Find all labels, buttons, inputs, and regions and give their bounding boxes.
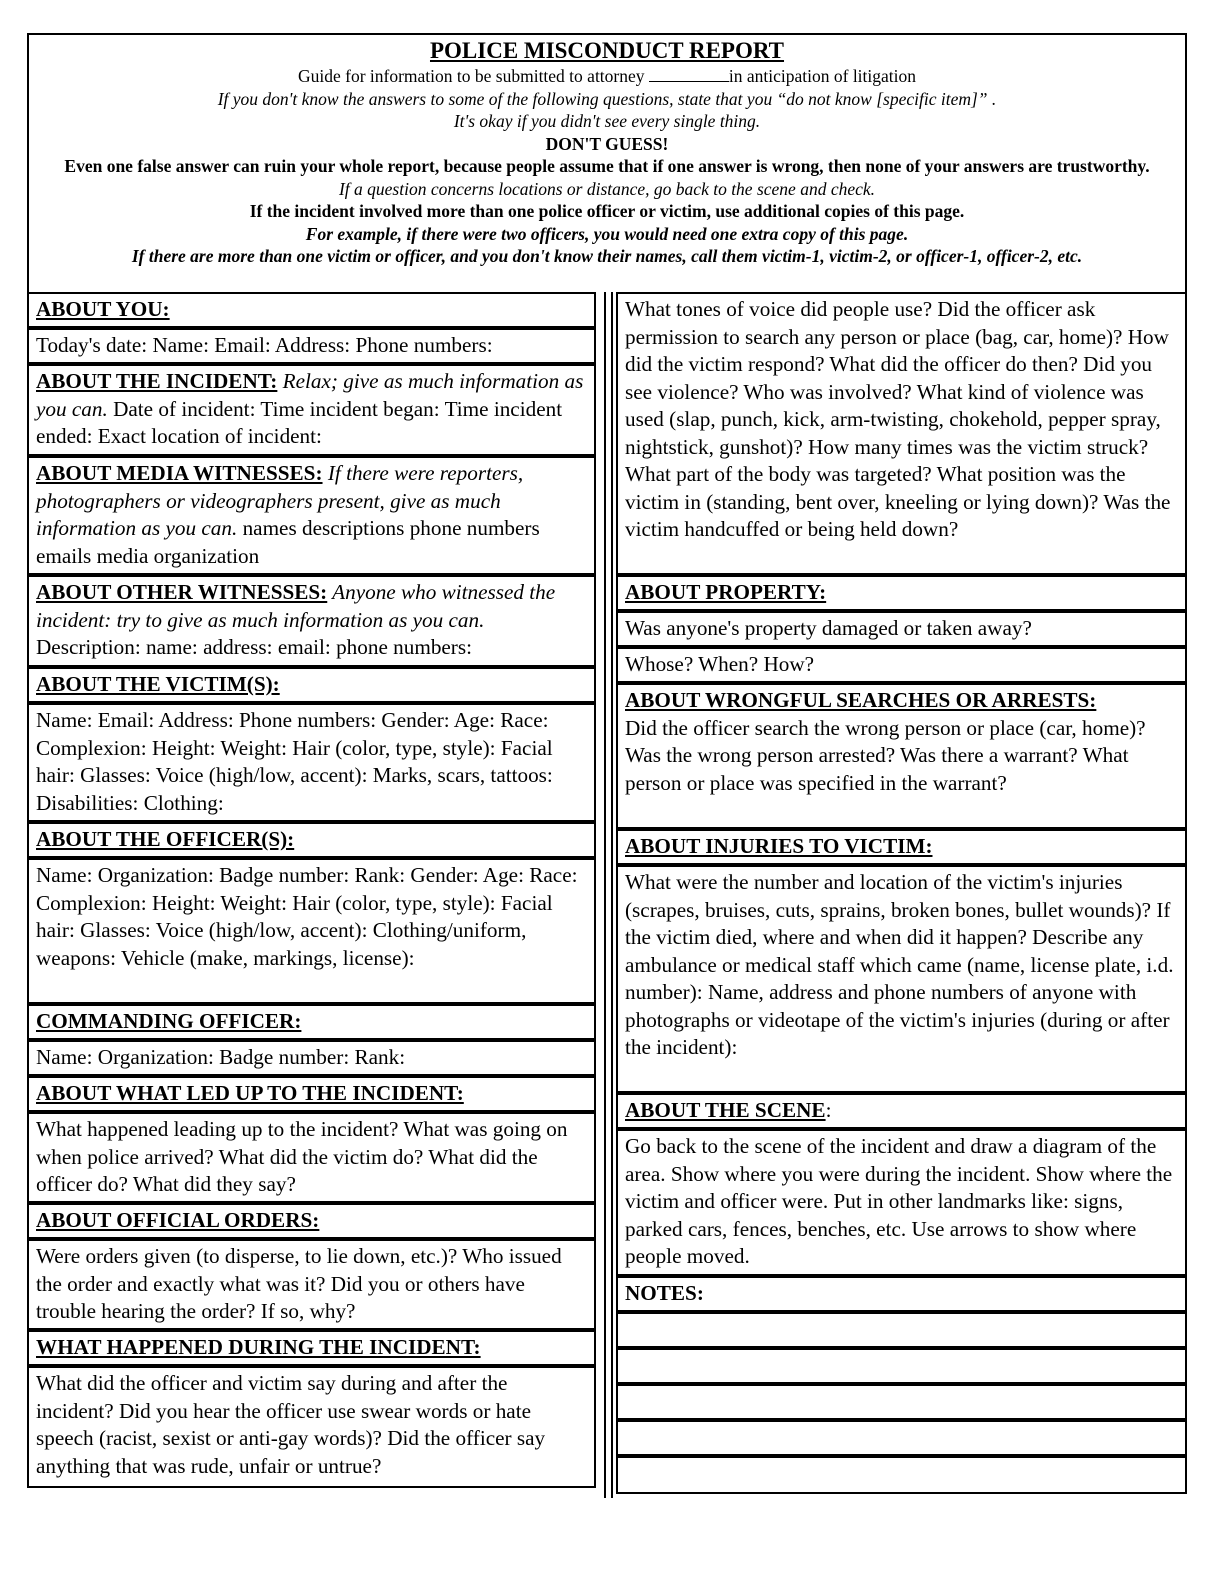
other-witnesses-text: Description: name: address: email: phone numbers: xyxy=(36,635,472,659)
orders-heading-box xyxy=(27,1203,596,1239)
property-q2: Whose? When? How? xyxy=(625,652,815,676)
notes-line-3[interactable] xyxy=(616,1384,1187,1420)
scene-fields[interactable] xyxy=(616,1129,1187,1276)
commanding-text: Name: Organization: Badge number: Rank: xyxy=(36,1045,406,1069)
violence-questions[interactable] xyxy=(616,292,1187,575)
violence-text: What tones of voice did people use? Did the officer ask permission to search any person or place (bag, car, home)? How did the victim respond? What did the officer do then? Did you see violence? Who was involved? What kind of violence was used (slap, punch, kick, arm-twisting, chokehold, pepper spray, nightstick, gunshot)? How many times was the victim struck? What part of the body was targeted? What position was the victim in (standing, bent over, kneeling or lying down)? Was the victim handcuffed or being held down? xyxy=(625,297,1171,541)
scene-heading-box xyxy=(616,1093,1187,1129)
during-heading: WHAT HAPPENED DURING THE INCIDENT: xyxy=(36,1335,481,1359)
injuries-fields[interactable] xyxy=(616,865,1187,1093)
property-damage-field[interactable] xyxy=(616,611,1187,647)
other-witnesses-section[interactable] xyxy=(27,575,596,667)
during-text: What did the officer and victim say during and after the incident? Did you hear the officer use swear words or hate speech (racist, sexist or anti-gay words)? Did the officer say anything that was rude, unfair or untrue? xyxy=(36,1371,546,1478)
led-up-heading: ABOUT WHAT LED UP TO THE INCIDENT: xyxy=(36,1081,464,1105)
dont-know-note: If you don't know the answers to some of the following questions, state that you “do not know [specific item]” . xyxy=(217,88,997,109)
other-witnesses-instruction: Anyone who witnessed the incident: try to give as much information as you can. xyxy=(36,580,556,632)
column-divider-left xyxy=(604,292,606,1498)
during-heading-box xyxy=(27,1330,596,1366)
commanding-heading-box xyxy=(27,1004,596,1040)
commanding-heading: COMMANDING OFFICER: xyxy=(36,1009,302,1033)
about-you-heading: ABOUT YOU: xyxy=(36,297,170,321)
example-note: For example, if there were two officers, you would need one extra copy of this page. xyxy=(305,223,909,244)
injuries-text: What were the number and location of the victim's injuries (scrapes, bruises, cuts, sprains, broken bones, bullet wounds)? If the victim died, where and when did it happen? Describe any ambulance or medical staff which came (name, license plate, i.d. number): Name, address and phone numbers of anyone with photographs or videotape of the victim's injuries (during or after the incident): xyxy=(625,870,1174,1059)
guide-text-after: in anticipation of litigation xyxy=(728,66,917,86)
notes-heading-box xyxy=(616,1276,1187,1312)
property-heading-box xyxy=(616,575,1187,611)
led-up-fields[interactable] xyxy=(27,1112,596,1203)
guide-line xyxy=(29,65,1185,88)
led-up-text: What happened leading up to the incident? What was going on when police arrived? What did the victim do? What did the officer do? What did they say? xyxy=(36,1117,568,1196)
incident-instruction: Relax; give as much information as you can. xyxy=(36,369,584,421)
media-heading: ABOUT MEDIA WITNESSES: xyxy=(36,461,323,485)
notes-line-1[interactable] xyxy=(616,1312,1187,1348)
commanding-fields[interactable] xyxy=(27,1040,596,1076)
orders-fields[interactable] xyxy=(27,1239,596,1330)
about-you-heading-box xyxy=(27,292,596,328)
property-heading: ABOUT PROPERTY: xyxy=(625,580,827,604)
notes-line-5[interactable] xyxy=(616,1456,1187,1494)
column-divider-right xyxy=(611,292,613,1498)
media-text: names descriptions phone numbers emails media organization xyxy=(36,516,540,568)
victims-heading: ABOUT THE VICTIM(S): xyxy=(36,672,280,696)
searches-section[interactable] xyxy=(616,683,1187,829)
orders-heading: ABOUT OFFICIAL ORDERS: xyxy=(36,1208,320,1232)
victims-heading-box xyxy=(27,667,596,703)
naming-note: If there are more than one victim or officer, and you don't know their names, call them victim-1, victim-2, or officer-1, officer-2, etc. xyxy=(131,246,1083,266)
about-you-fields[interactable] xyxy=(27,328,596,364)
notes-line-2[interactable] xyxy=(616,1348,1187,1384)
officers-fields[interactable] xyxy=(27,858,596,1004)
notes-line-4[interactable] xyxy=(616,1420,1187,1456)
orders-text: Were orders given (to disperse, to lie down, etc.)? Who issued the order and exactly what was it? Did you or others have trouble hearing the order? If so, why? xyxy=(36,1244,562,1323)
report-title: POLICE MISCONDUCT REPORT xyxy=(429,38,785,63)
about-you-text: Today's date: Name: Email: Address: Phone numbers: xyxy=(36,333,493,357)
scene-text: Go back to the scene of the incident and draw a diagram of the area. Show where you were during the incident. Show where the victim and officer were. Put in other landmarks like: signs, parked cars, fences, benches, etc. Use arrows to show where people moved. xyxy=(625,1134,1173,1268)
incident-heading: ABOUT THE INCIDENT: xyxy=(36,369,278,393)
victims-fields[interactable] xyxy=(27,703,596,822)
scene-heading: ABOUT THE SCENE xyxy=(625,1098,826,1122)
guide-text-before: Guide for information to be submitted to attorney xyxy=(297,66,645,86)
additional-copies-note: If the incident involved more than one police officer or victim, use additional copies of this page. xyxy=(249,201,965,221)
led-up-heading-box xyxy=(27,1076,596,1112)
searches-text: Did the officer search the wrong person or place (car, home)? Was the wrong person arrested? Was there a warrant? What person or place was specified in the warrant? xyxy=(625,715,1146,795)
injuries-heading: ABOUT INJURIES TO VICTIM: xyxy=(625,834,933,858)
dont-guess-note: DON'T GUESS! xyxy=(545,133,669,154)
false-answer-note: Even one false answer can ruin your whole report, because people assume that if one answer is wrong, then none of your answers are trustworthy. xyxy=(64,156,1150,176)
media-instruction: If there were reporters, photographers or videographers present, give as much information as you can. xyxy=(36,461,524,540)
officers-heading: ABOUT THE OFFICER(S): xyxy=(36,827,295,851)
officers-heading-box xyxy=(27,822,596,858)
incident-section[interactable] xyxy=(27,364,596,456)
officers-text: Name: Organization: Badge number: Rank: Gender: Age: Race: Complexion: Height: Weight: Hair (color, type, style): Facial hair: Glasses: Voice (high/low, accent): Clothing/uniform, weapons: Vehicle (make, markings, license): xyxy=(36,863,578,970)
right-column xyxy=(616,292,1187,1498)
other-witnesses-heading: ABOUT OTHER WITNESSES: xyxy=(36,580,328,604)
property-q1: Was anyone's property damaged or taken away? xyxy=(625,616,1032,640)
report-header xyxy=(27,33,1187,292)
searches-heading: ABOUT WRONGFUL SEARCHES OR ARRESTS: xyxy=(625,688,1097,712)
victims-text: Name: Email: Address: Phone numbers: Gender: Age: Race: Complexion: Height: Weight: Hair (color, type, style): Facial hair: Glasses: Voice (high/low, accent): Marks, scars, tattoos: Disabilities: Clothing: xyxy=(36,708,553,815)
property-details-field[interactable] xyxy=(616,647,1187,683)
attorney-blank[interactable] xyxy=(649,67,729,82)
locations-note: If a question concerns locations or distance, go back to the scene and check. xyxy=(338,178,876,199)
media-witnesses-section[interactable] xyxy=(27,456,596,575)
okay-note: It's okay if you didn't see every single thing. xyxy=(453,111,761,131)
during-fields[interactable] xyxy=(27,1366,596,1488)
injuries-heading-box xyxy=(616,829,1187,865)
incident-text: Date of incident: Time incident began: Time incident ended: Exact location of incident: xyxy=(36,396,563,448)
left-column xyxy=(27,292,596,1498)
notes-heading: NOTES: xyxy=(625,1281,704,1305)
scene-heading-colon: : xyxy=(825,1098,832,1122)
